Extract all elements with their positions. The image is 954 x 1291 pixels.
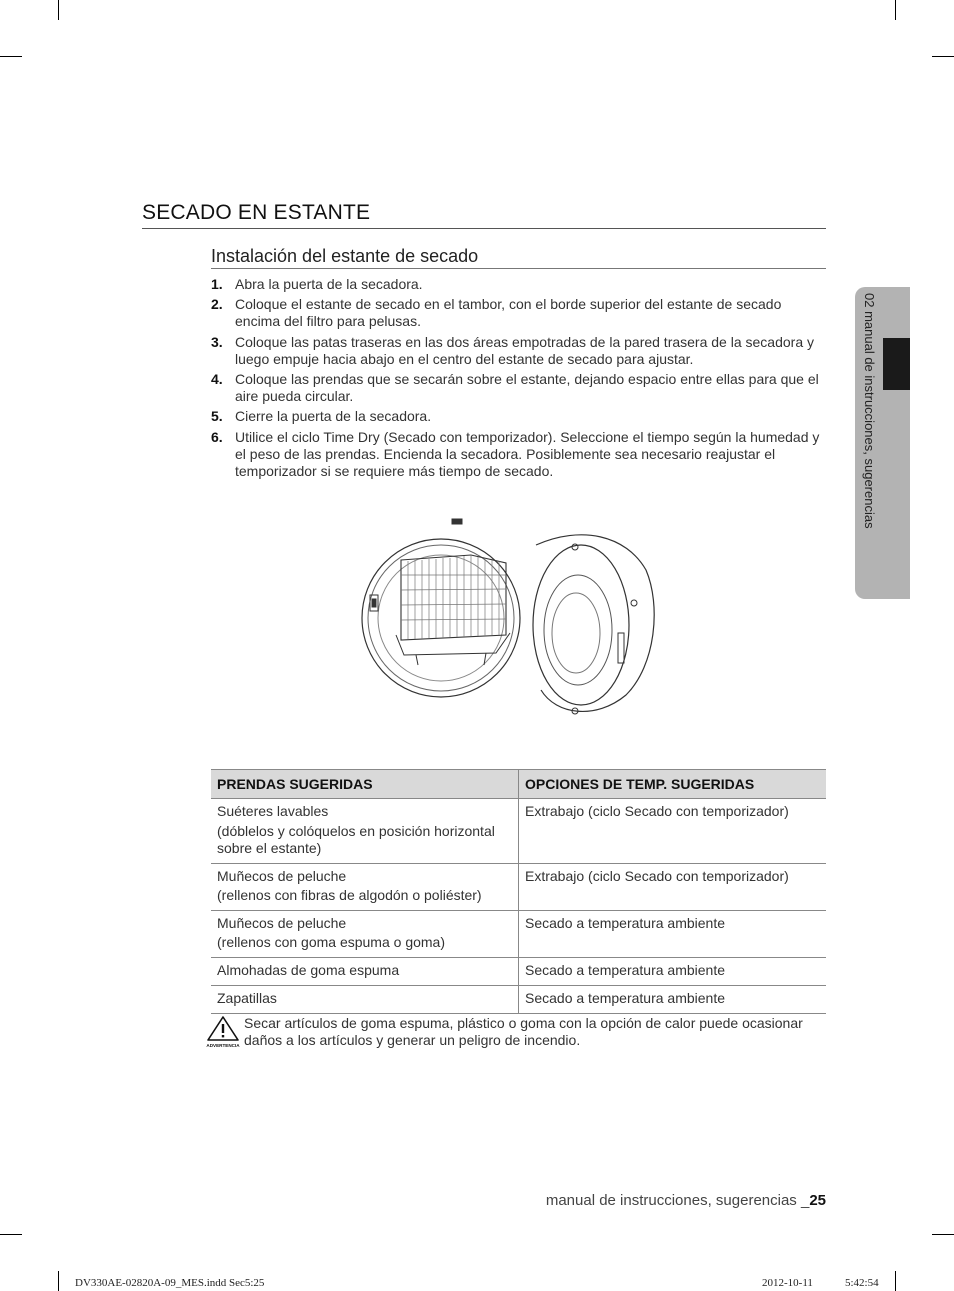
table-cell-option: Extrabajo (ciclo Secado con temporizador): [519, 799, 827, 864]
section-title: SECADO EN ESTANTE: [142, 200, 826, 229]
table-row: [211, 799, 826, 864]
table-header-row: [211, 770, 826, 799]
dryer-drying-rack-illustration: [356, 515, 658, 721]
table-cell-option: Secado a temperatura ambiente: [519, 957, 827, 985]
warning-text: Secar artículos de goma espuma, plástico o goma con la opción de calor puede ocasionar daños a los artículos y generar un peligro de incendio.: [244, 1015, 803, 1049]
table-cell-garment: Zapatillas: [211, 985, 519, 1013]
table-row: [211, 957, 826, 985]
table-cell-option: Secado a temperatura ambiente: [519, 985, 827, 1013]
table-cell-option: Secado a temperatura ambiente: [519, 910, 827, 957]
warning-triangle-icon: [204, 1015, 242, 1049]
table-cell-garment: Muñecos de peluche (rellenos con goma espuma o goma): [211, 910, 519, 957]
installation-steps: [211, 276, 827, 483]
step-item: 1. Abra la puerta de la secadora.: [211, 276, 423, 292]
table-cell-option: Extrabajo (ciclo Secado con temporizador): [519, 863, 827, 910]
step-item: 3. Coloque las patas traseras en las dos áreas empotradas de la pared trasera de la secadora y luego empuje hacia abajo en el centro del estante de secado para ajustar.: [211, 333, 815, 367]
chapter-tab-marker: [883, 338, 910, 390]
table-cell-garment: Muñecos de peluche (rellenos con fibras de algodón o poliéster): [211, 863, 519, 910]
step-item: 5. Cierre la puerta de la secadora.: [211, 408, 432, 425]
table-row: [211, 910, 826, 957]
table-row: [211, 985, 826, 1013]
page-number: 25: [809, 1192, 826, 1209]
step-item: 4. Coloque las prendas que se secarán sobre el estante, dejando espacio entre ellas para que el aire pueda circular.: [211, 371, 819, 405]
slug-file: DV330AE-02820A-09_MES.indd Sec5:25: [75, 1277, 265, 1289]
footer-label: manual de instrucciones, sugerencias _: [545, 1192, 810, 1209]
step-item: 2. Coloque el estante de secado en el tambor, con el borde superior del estante de secado encima del filtro para pelusas.: [211, 296, 782, 330]
garment-table: [211, 769, 826, 1014]
slug-date: 2012-10-11: [762, 1277, 813, 1289]
step-item: 6. Utilice el ciclo Time Dry (Secado con temporizador). Seleccione el tiempo según la humedad y el peso de las prendas. Encienda la secadora. Posiblemente sea necesario reajustar el temporizador si se requiere más tiempo de secado.: [211, 428, 820, 480]
table-cell-garment: Almohadas de goma espuma: [211, 957, 519, 985]
chapter-tab-label: 02 manual de instrucciones, sugerencias: [862, 293, 877, 529]
subsection-title: Instalación del estante de secado: [211, 245, 826, 269]
page-footer: [546, 1192, 826, 1209]
warning-note: [204, 1015, 826, 1055]
slug-time: 5:42:54: [845, 1277, 879, 1289]
table-header-options: OPCIONES DE TEMP. SUGERIDAS: [519, 770, 827, 799]
table-cell-garment: Suéteres lavables (dóblelos y colóquelos en posición horizontal sobre el estante): [211, 799, 519, 864]
warning-label: ADVERTENCIA: [206, 1043, 240, 1048]
table-row: [211, 863, 826, 910]
table-header-garments: PRENDAS SUGERIDAS: [211, 770, 519, 799]
